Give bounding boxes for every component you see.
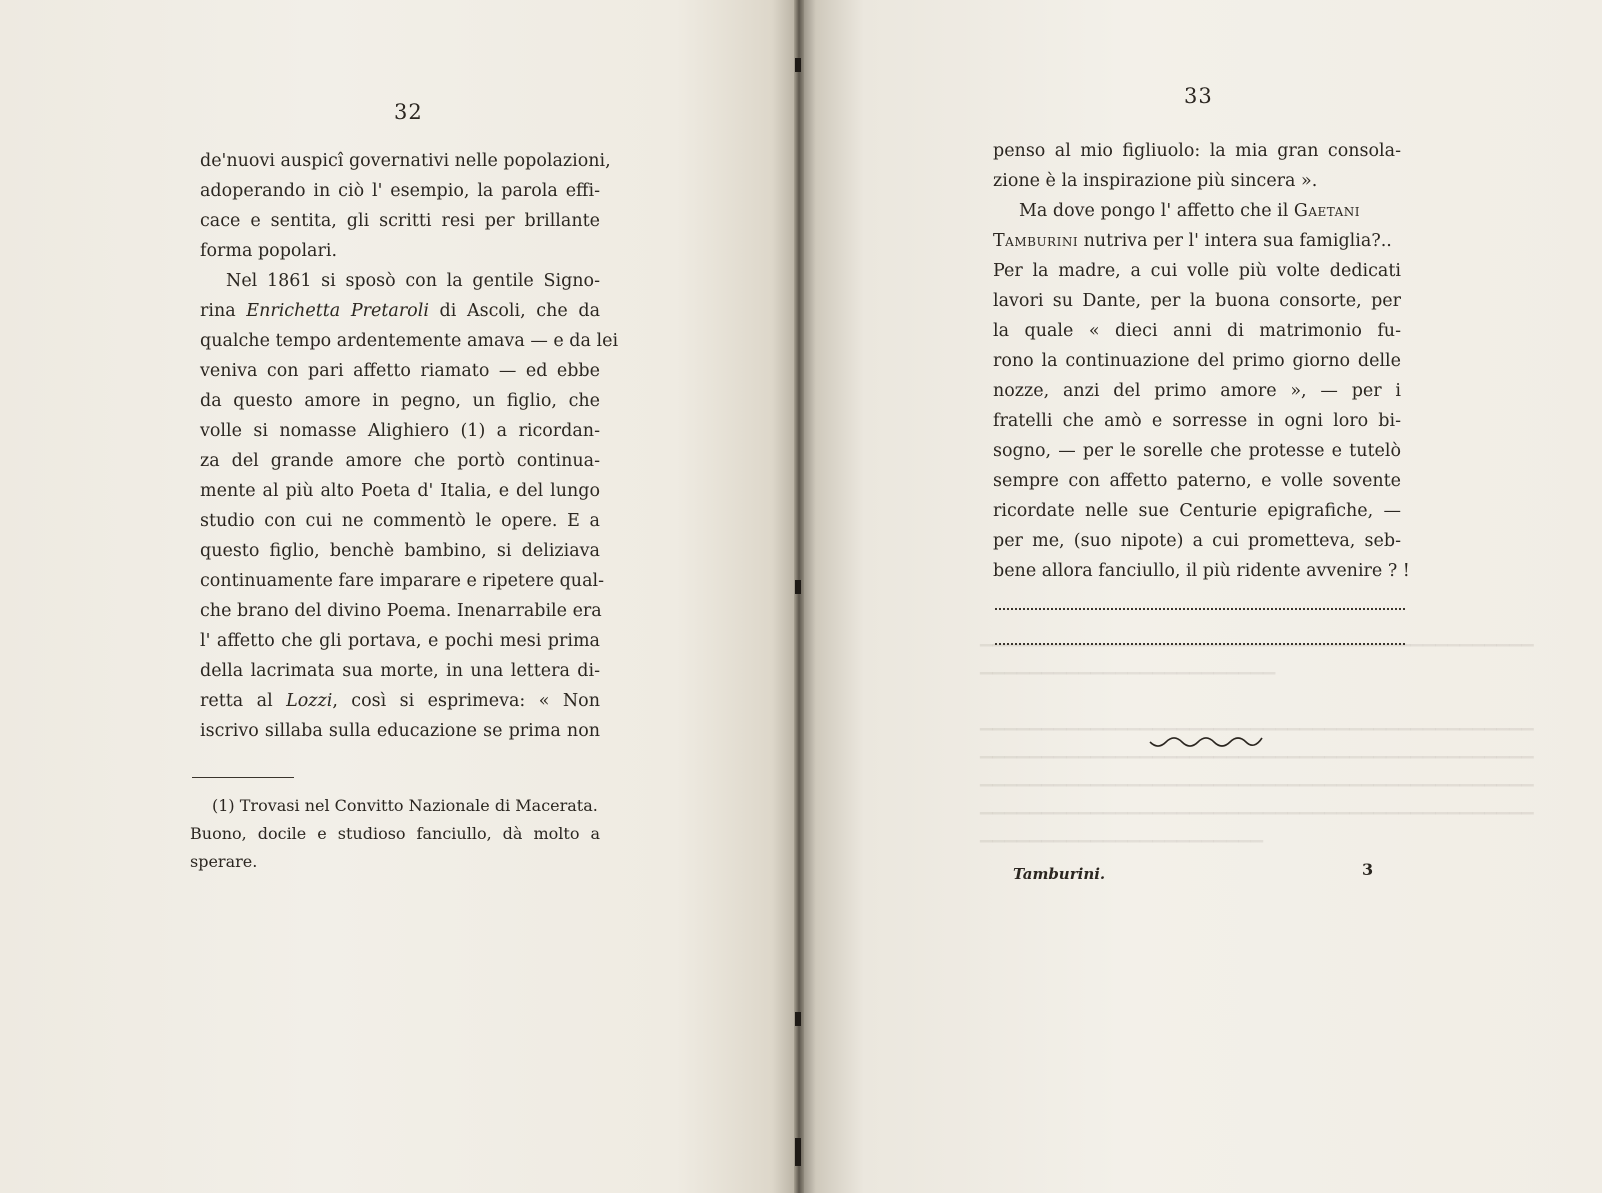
text-line: Per la madre, a cui volle più volte dedicati [993, 261, 1401, 281]
text-line: rono la continuazione del primo giorno delle [993, 351, 1401, 371]
text-line: fratelli che amò e sorresse in ogni loro bi- [993, 411, 1401, 431]
text-fragment: Ma dove pongo l' affetto che il [1019, 201, 1294, 221]
text-line-with-name [200, 296, 600, 326]
dotted-line [995, 608, 1405, 610]
person-name: Gaetani [1293, 201, 1361, 221]
binding-stitch [795, 580, 801, 594]
text-line: lavori su Dante, per la buona consorte, per [993, 291, 1401, 311]
binding-stitch [795, 1012, 801, 1026]
text-line: da questo amore in pegno, un figlio, che [200, 391, 600, 411]
text-line: de'nuovi auspicî governativi nelle popolazioni, [200, 151, 611, 171]
text-line: mente al più alto Poeta d' Italia, e del lungo [200, 481, 600, 501]
text-line: Nel 1861 si sposò con la gentile Signo- [226, 271, 600, 291]
text-line-with-name [993, 196, 1401, 226]
text-line: veniva con pari affetto riamato — ed ebbe [200, 361, 600, 381]
text-fragment: , così si esprimeva: « Non [332, 691, 600, 711]
text-line: sempre con affetto paterno, e volle sovente [993, 471, 1401, 491]
person-name: Lozzi [286, 691, 333, 711]
page-number-left: 32 [394, 100, 423, 124]
text-line: la quale « dieci anni di matrimonio fu- [993, 321, 1401, 341]
text-line: qualche tempo ardentemente amava — e da lei [200, 331, 619, 351]
footnote-line: sperare. [190, 852, 258, 871]
text-line: cace e sentita, gli scritti resi per brillante [200, 211, 600, 231]
footnote [190, 792, 600, 876]
text-line: l' affetto che gli portava, e pochi mesi prima [200, 631, 600, 651]
text-line: per me, (suo nipote) a cui prometteva, seb- [993, 531, 1401, 551]
text-line: iscrivo sillaba sulla educazione se prima non [200, 721, 600, 741]
dotted-line [995, 643, 1405, 645]
text-fragment: di Ascoli, che da [428, 301, 600, 321]
text-line: sogno, — per le sorelle che protesse e tutelò [993, 441, 1401, 461]
text-fragment: nutriva per l' intera sua famiglia?.. [1078, 231, 1392, 251]
text-line: ricordate nelle sue Centurie epigrafiche, — [993, 501, 1401, 521]
text-line: nozze, anzi del primo amore », — per i [993, 381, 1401, 401]
text-line: zione è la inspirazione più sincera ». [993, 171, 1318, 191]
person-name: Tamburini [993, 231, 1079, 251]
text-fragment: retta al [200, 691, 287, 711]
page-number-right: 33 [1184, 84, 1213, 108]
binding-stitch [795, 1138, 801, 1166]
signature-number: 3 [1362, 860, 1374, 879]
text-line: questo figlio, benchè bambino, si deliziava [200, 541, 600, 561]
footnote-rule [192, 777, 294, 778]
text-line: volle si nomasse Alighiero (1) a ricordan- [200, 421, 600, 441]
wave-ornament-icon [1148, 734, 1266, 752]
text-line-with-name [993, 226, 1401, 256]
footnote-line: (1) Trovasi nel Convitto Nazionale di Macerata. [212, 796, 598, 815]
text-line: che brano del divino Poema. Inenarrabile era [200, 601, 602, 621]
show-through-text: ▔▔▔▔▔▔▔▔▔▔▔▔▔▔▔▔▔▔▔▔▔▔▔▔▔▔▔▔▔▔▔▔▔▔▔▔▔▔▔▔▔▔▔▔▔ ▔▔▔▔▔▔▔▔▔▔▔▔▔▔▔▔▔▔▔▔▔▔▔▔ ▔▔▔▔▔▔▔▔▔▔▔▔▔▔▔▔▔▔▔▔▔▔▔▔▔▔▔▔▔▔▔▔▔▔▔▔▔▔▔▔▔▔▔▔▔ ▔▔▔▔▔▔▔▔▔▔▔▔▔▔▔▔▔▔▔▔▔▔▔▔▔▔▔▔▔▔▔▔▔▔▔▔▔▔▔▔▔▔▔▔▔ ▔▔▔▔▔▔▔▔▔▔▔▔▔▔▔▔▔▔▔▔▔▔▔▔▔▔▔▔▔▔▔▔▔▔▔▔▔▔▔▔▔▔▔▔▔ ▔▔▔▔▔▔▔▔▔▔▔▔▔▔▔▔▔▔▔▔▔▔▔▔▔▔▔▔▔▔▔▔▔▔▔▔▔▔▔▔▔▔▔▔▔ ▔▔▔▔▔▔▔▔▔▔▔▔▔▔▔▔▔▔▔▔▔▔▔ [980, 644, 1534, 859]
text-line: penso al mio figliuolo: la mia gran consola- [993, 141, 1401, 161]
left-body-text [200, 146, 619, 746]
text-line: forma popolari. [200, 241, 338, 261]
text-line: studio con cui ne commentò le opere. E a [200, 511, 600, 531]
person-name: Enrichetta Pretaroli [246, 301, 429, 321]
text-line: za del grande amore che portò continua- [200, 451, 600, 471]
text-line: bene allora fanciullo, il più ridente avvenire ? ! [993, 561, 1410, 581]
footnote-line: Buono, docile e studioso fanciullo, dà molto a [190, 824, 600, 843]
text-line: della lacrimata sua morte, in una lettera di- [200, 661, 600, 681]
printer-signature: Tamburini. [1013, 865, 1106, 883]
text-line: continuamente fare imparare e ripetere qual- [200, 571, 605, 591]
text-line-with-name [200, 686, 600, 716]
text-fragment: rina [200, 301, 247, 321]
text-line: adoperando in ciò l' esempio, la parola effi- [200, 181, 600, 201]
binding-stitch [795, 58, 801, 72]
right-body-text [993, 136, 1410, 586]
